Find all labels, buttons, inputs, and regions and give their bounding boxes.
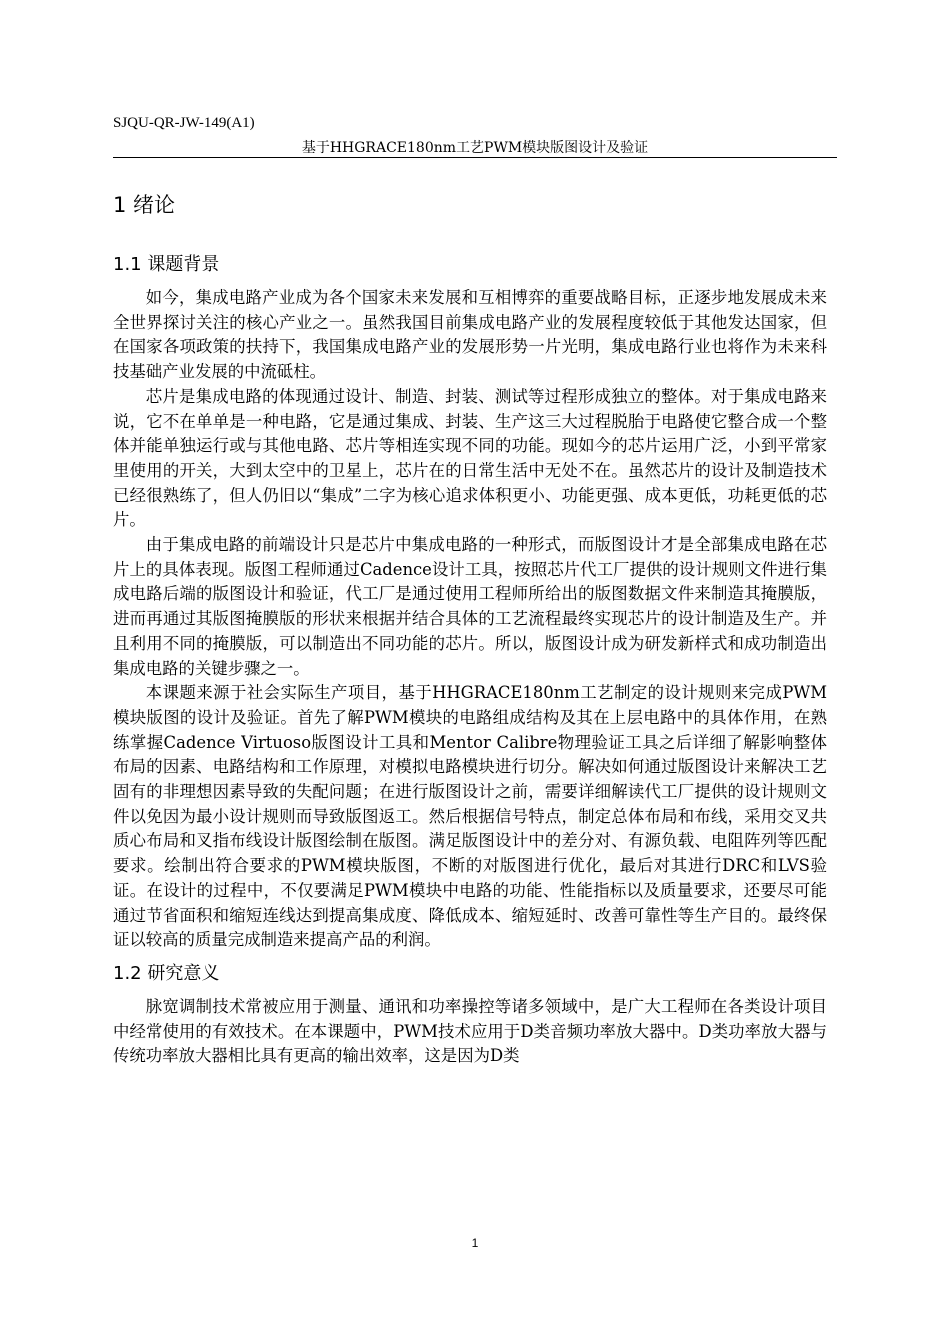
paragraph: 本课题来源于社会实际生产项目，基于HHGRACE180nm工艺制定的设计规则来完成PWM模块版图的设计及验证。首先了解PWM模块的电路组成结构及其在上层电路中的具体作用，在熟练掌握Cadence Virtuoso版图设计工具和Mentor Calibre物理验证工具之后详细了解影响整体布局的因素、电路结构和工作原理，对模拟电路模块进行切分。解决如何通过版图设计来解决工艺固有的非理想因素导致的失配问题；在进行版图设计之前，需要详细解读代工厂提供的设计规则文件以免因为最小设计规则而导致版图返工。然后根据信号特点，制定总体布局和布线，采用交叉共质心布局和叉指布线设计版图绘制在版图。满足版图设计中的差分对、有源负载、电阻阵列等匹配要求。绘制出符合要求的PWM模块版图，不断的对版图进行优化，最后对其进行DRC和LVS验证。在设计的过程中，不仅要满足PWM模块中电路的功能、性能指标以及质量要求，还要尽可能通过节省面积和缩短连线达到提高集成度、降低成本、缩短延时、改善可靠性等生产目的。最终保证以较高的质量完成制造来提高产品的利润。 [113, 683, 827, 950]
body-content [113, 190, 827, 1069]
section-heading-background: 1.1 课题背景 [113, 254, 220, 275]
section-heading-significance: 1.2 研究意义 [113, 962, 220, 984]
document-code: SJQU-QR-JW-149(A1) [113, 115, 255, 131]
header-divider [113, 157, 837, 158]
paragraph: 芯片是集成电路的体现通过设计、制造、封装、测试等过程形成独立的整体。对于集成电路来说，它不在单单是一种电路，它是通过集成、封装、生产这三大过程脱胎于电路使它整合成一个整体并能单独运行或与其他电路、芯片等相连实现不同的功能。现如今的芯片运用广泛，小到平常家里使用的开关，大到太空中的卫星上，芯片在的日常生活中无处不在。虽然芯片的设计及制造技术已经很熟练了，但人仍旧以“集成”二字为核心追求体积更小、功能更强、成本更低，功耗更低的芯片。 [113, 386, 827, 530]
paragraph: 脉宽调制技术常被应用于测量、通讯和功率操控等诸多领域中，是广大工程师在各类设计项目中经常使用的有效技术。在本课题中，PWM技术应用于D类音频功率放大器中。D类功率放大器与传统功率放大器相比具有更高的输出效率，这是因为D类 [113, 996, 827, 1066]
chapter-heading: 1 绪论 [113, 193, 176, 217]
running-header-title: 基于HHGRACE180nm工艺PWM模块版图设计及验证 [301, 140, 649, 156]
paragraph: 如今，集成电路产业成为各个国家未来发展和互相博弈的重要战略目标，正逐步地发展成未来全世界探讨关注的核心产业之一。虽然我国目前集成电路产业的发展程度较低于其他发达国家，但在国家各项政策的扶持下，我国集成电路产业的发展形势一片光明，集成电路行业也将作为未来科技基础产业发展的中流砥柱。 [113, 288, 827, 382]
paragraph: 由于集成电路的前端设计只是芯片中集成电路的一种形式，而版图设计才是全部集成电路在芯片上的具体表现。版图工程师通过Cadence设计工具，按照芯片代工厂提供的设计规则文件进行集成电路后端的版图设计和验证，代工厂是通过使用工程师所给出的版图数据文件来制造其掩膜版，进而再通过其版图掩膜版的形状来根据并结合具体的工艺流程最终实现芯片的设计制造及生产。并且利用不同的掩膜版，可以制造出不同功能的芯片。所以，版图设计成为研发新样式和成功制造出集成电路的关键步骤之一。 [113, 535, 827, 678]
page-number: 1 [471, 1236, 479, 1250]
